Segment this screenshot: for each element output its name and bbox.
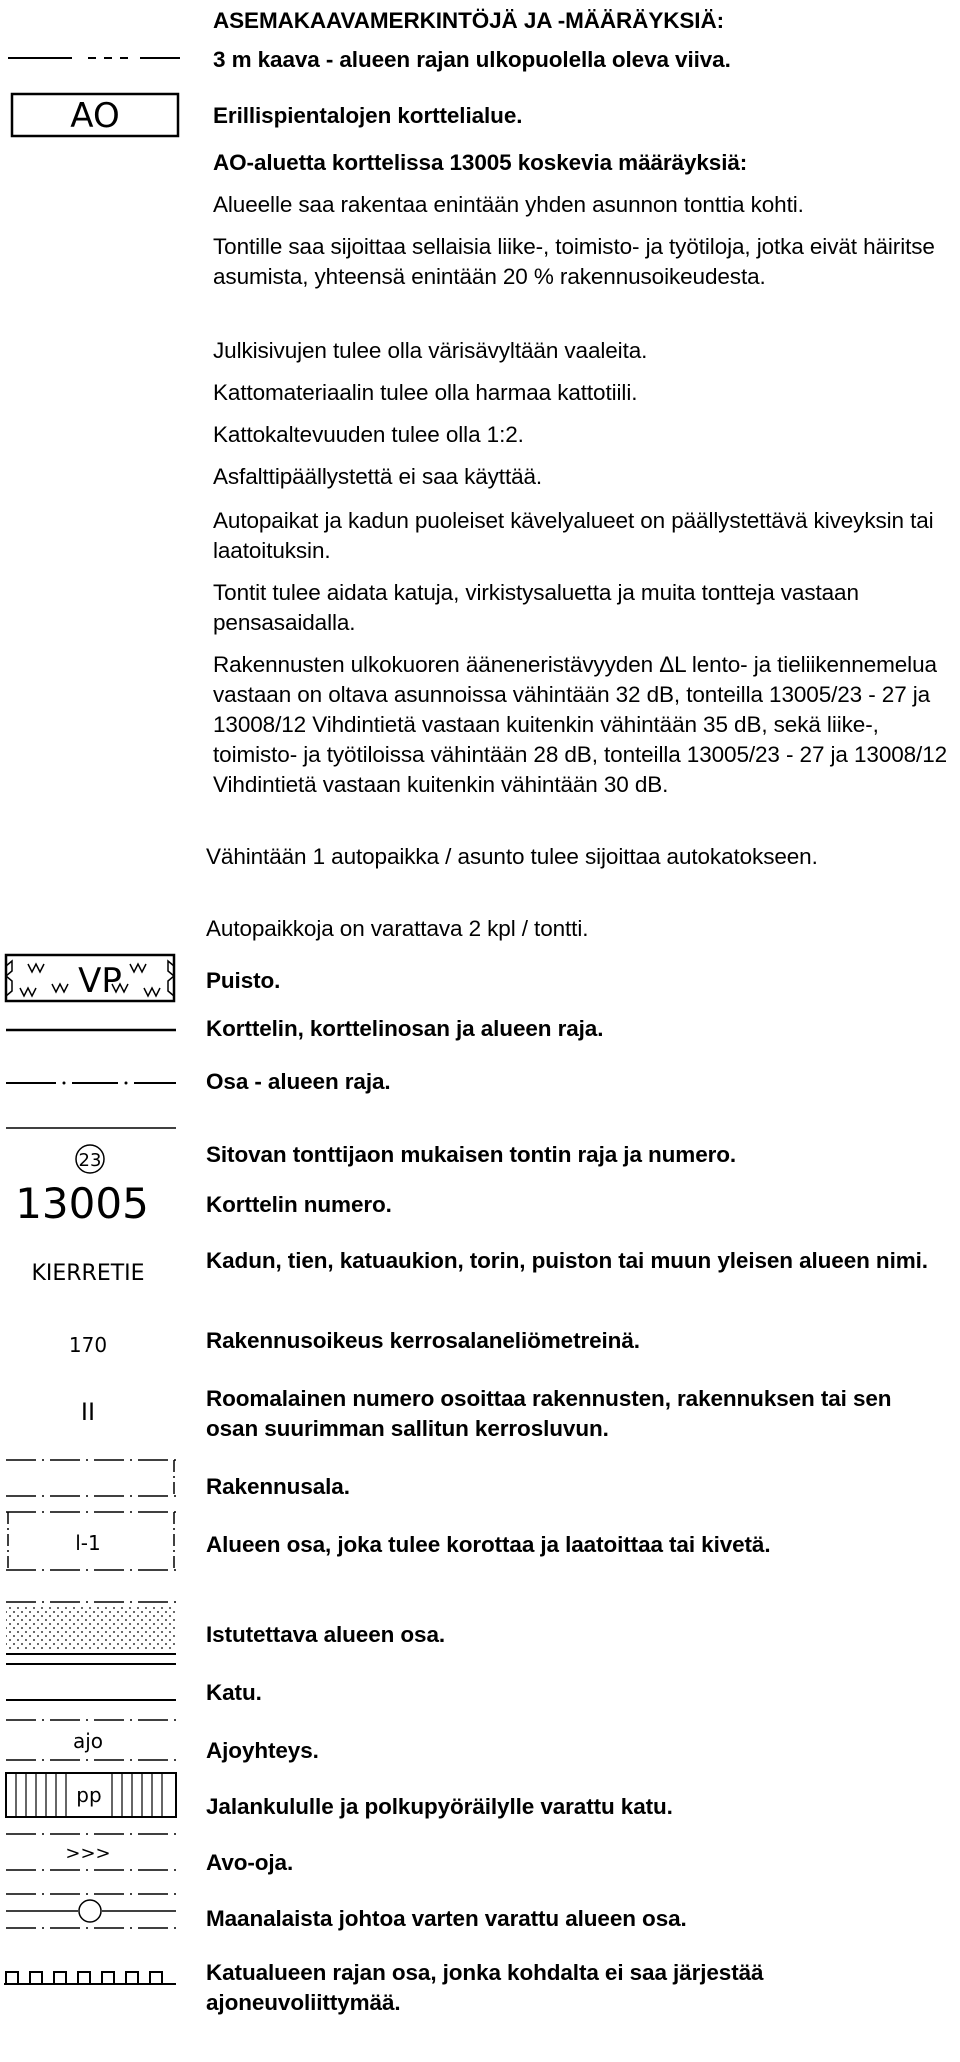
- pedestrian-street-symbol: [0, 1770, 190, 1820]
- regulation-9: Rakennusten ulkokuoren ääneneristävyyden ΔL lento- ja tieliikennemelua vastaan on oltava asunnoissa vähintään 32 dB, tonteilla 13005/23 - 27 ja 13008/12 Vihdintietä vastaan kuitenkin vähintään 35 dB, sekä liike-, toimisto- ja työtiloissa vähintään 28 dB, tonteilla 13005/23 - 27 ja 13008/12 Vihdintietä vastaan kuitenkin vähintään 30 dB.: [213, 652, 948, 797]
- park-symbol: [0, 952, 190, 1004]
- entry-ao: Erillispientalojen korttelialue.: [213, 103, 523, 128]
- entry-ditch: Avo-oja.: [206, 1850, 294, 1875]
- ao-symbol-label: AO: [70, 96, 120, 136]
- regulation-1: Alueelle saa rakentaa enintään yhden asunnon tonttia kohti.: [213, 192, 804, 217]
- regulation-10: Vähintään 1 autopaikka / asunto tulee sijoittaa autokatokseen.: [206, 844, 818, 869]
- floors-symbol: [0, 1396, 190, 1428]
- entry-no-vehicle-access: Katualueen rajan osa, jonka kohdalta ei saa järjestää ajoneuvoliittymää.: [206, 1960, 764, 2015]
- floor-area-symbol: [0, 1330, 190, 1360]
- entry-floors: Roomalainen numero osoittaa rakennusten, rakennuksen tai sen osan suurimman sallitun kerrosluvun.: [206, 1386, 892, 1441]
- entry-floor-area: Rakennusoikeus kerrosalaneliömetreinä.: [206, 1328, 640, 1353]
- paving-area-label: l-1: [75, 1531, 101, 1555]
- entry-street: Katu.: [206, 1680, 262, 1705]
- ao-regulations-title: AO-aluetta korttelissa 13005 koskevia määräyksiä:: [213, 150, 748, 175]
- street-symbol: [0, 1660, 190, 1704]
- subarea-boundary-symbol: [0, 1077, 190, 1089]
- driveway-label: ajo: [72, 1729, 104, 1753]
- building-area-symbol: [0, 1456, 190, 1500]
- ditch-symbol: [0, 1830, 190, 1874]
- pedestrian-label: pp: [76, 1783, 102, 1807]
- vp-symbol-label: VP: [78, 961, 122, 1001]
- regulation-5: Kattokaltevuuden tulee olla 1:2.: [213, 422, 524, 447]
- three-meter-boundary-symbol: [0, 48, 190, 68]
- entry-plot-boundary: Sitovan tonttijaon mukaisen tontin raja ja numero.: [206, 1142, 737, 1167]
- ao-zone-symbol: [0, 92, 190, 138]
- regulation-6: Asfalttipäällystettä ei saa käyttää.: [213, 464, 543, 489]
- floors-label: II: [80, 1398, 96, 1426]
- regulation-11: Autopaikkoja on varattava 2 kpl / tontti.: [206, 916, 589, 941]
- regulation-2: Tontille saa sijoittaa sellaisia liike-, toimisto- ja työtiloja, jotka eivät häiritse asumista, yhteensä enintään 20 % rakennusoikeudesta.: [213, 234, 935, 289]
- entry-block-boundary: Korttelin, korttelinosan ja alueen raja.: [206, 1016, 604, 1041]
- plot-number-label: 23: [78, 1150, 102, 1171]
- regulation-8: Tontit tulee aidata katuja, virkistysaluetta ja muita tontteja vastaan pensasaidalla.: [213, 580, 859, 635]
- entry-street-name: Kadun, tien, katuaukion, torin, puiston tai muun yleisen alueen nimi.: [206, 1248, 928, 1273]
- entry-building-area: Rakennusala.: [206, 1474, 350, 1499]
- entry-pedestrian-street: Jalankululle ja polkupyöräilylle varattu katu.: [206, 1794, 673, 1819]
- street-name-symbol: [0, 1254, 190, 1288]
- entry-driveway: Ajoyhteys.: [206, 1738, 319, 1763]
- legend-title: ASEMAKAAVAMERKINTÖJÄ JA -MÄÄRÄYKSIÄ:: [213, 8, 724, 33]
- planting-area-symbol: [0, 1598, 190, 1660]
- entry-subarea-boundary: Osa - alueen raja.: [206, 1069, 391, 1094]
- block-boundary-symbol: [0, 1024, 190, 1036]
- block-number-symbol: [0, 1176, 190, 1226]
- entry-underground-line: Maanalaista johtoa varten varattu alueen osa.: [206, 1906, 687, 1931]
- entry-planting-area: Istutettava alueen osa.: [206, 1622, 446, 1647]
- street-name-label: KIERRETIE: [31, 1261, 145, 1286]
- entry-paving-area: Alueen osa, joka tulee korottaa ja laatoittaa tai kivetä.: [206, 1532, 771, 1557]
- underground-line-symbol: [0, 1890, 190, 1932]
- entry-boundary-3m: 3 m kaava - alueen rajan ulkopuolella oleva viiva.: [213, 47, 731, 72]
- regulation-3: Julkisivujen tulee olla värisävyltään vaaleita.: [213, 338, 648, 363]
- ditch-label: >>>: [65, 1843, 111, 1864]
- no-vehicle-access-symbol: [0, 1966, 190, 1988]
- floor-area-label: 170: [68, 1333, 108, 1357]
- plot-boundary-symbol: [0, 1122, 190, 1176]
- entry-block-number: Korttelin numero.: [206, 1192, 392, 1217]
- entry-park: Puisto.: [206, 968, 281, 993]
- regulation-4: Kattomateriaalin tulee olla harmaa kattotiili.: [213, 380, 638, 405]
- block-number-label: 13005: [15, 1179, 149, 1226]
- regulation-7: Autopaikat ja kadun puoleiset kävelyalueet on päällystettävä kiveyksin tai laatoituksin.: [213, 508, 934, 563]
- paving-area-symbol: [0, 1508, 190, 1574]
- driveway-symbol: [0, 1716, 190, 1764]
